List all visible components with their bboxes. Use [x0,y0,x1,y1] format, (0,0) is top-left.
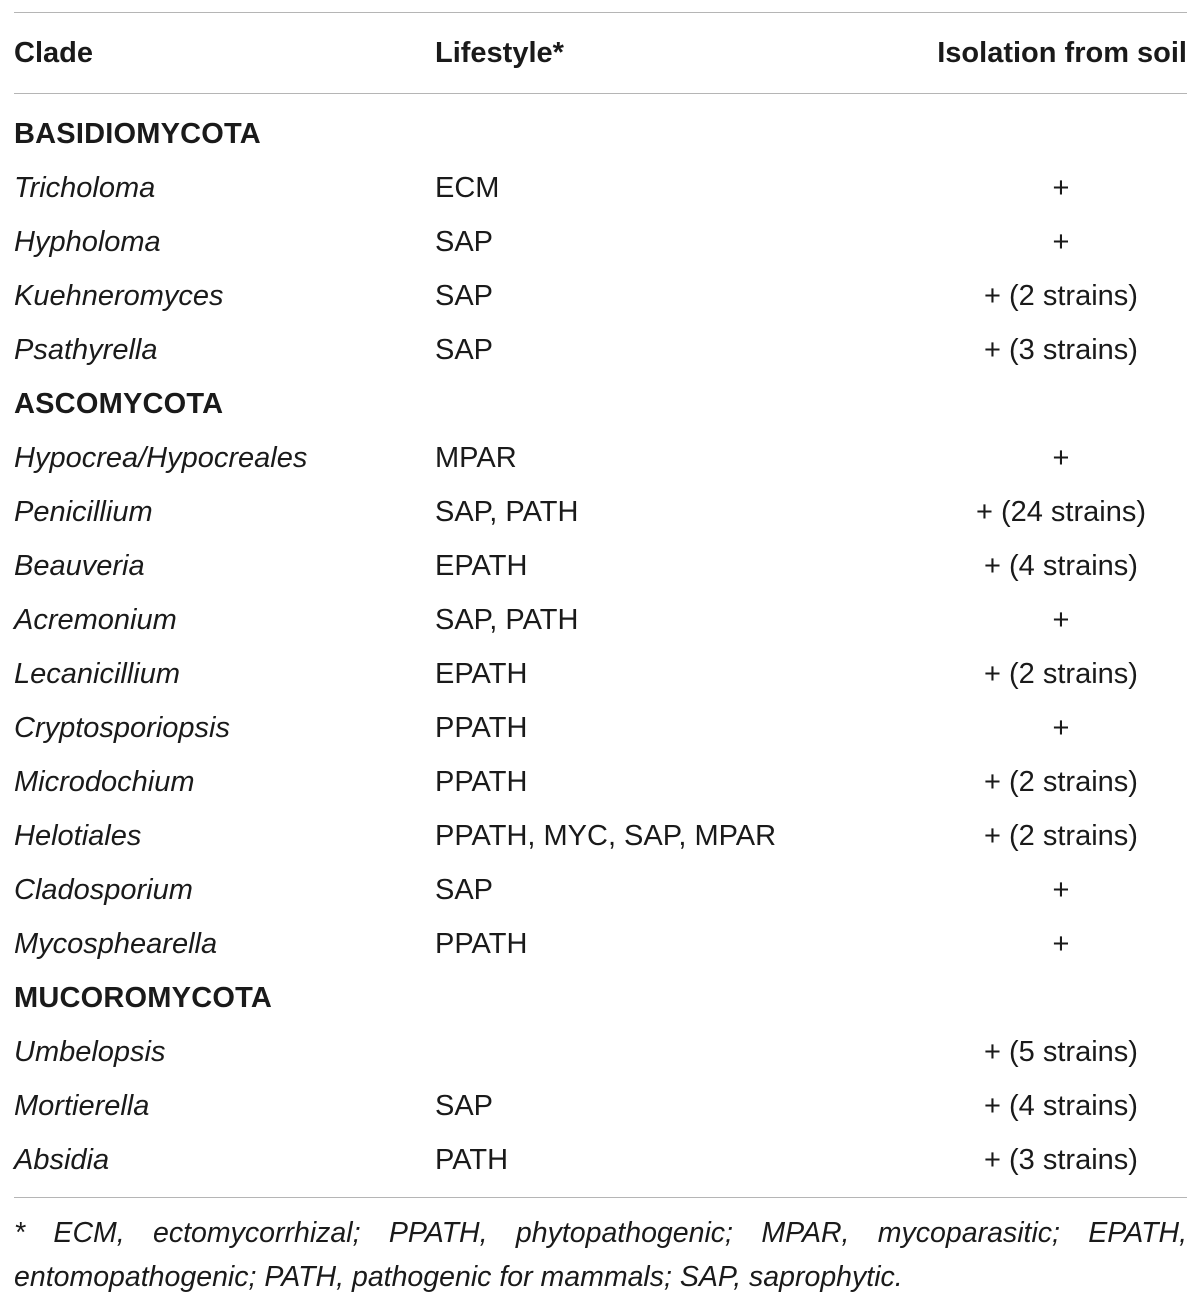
isolation-cell: + [1052,711,1070,744]
genus-name: Cryptosporiopsis [14,711,230,744]
table-row [14,215,1187,269]
genus-name: Umbelopsis [14,1035,166,1068]
isolation-cell: + (5 strains) [984,1035,1138,1068]
header-clade: Clade [14,36,93,69]
table-row [14,431,1187,485]
table-header-row [14,13,1187,93]
header-lifestyle: Lifestyle* [435,36,564,69]
genus-name: Lecanicillium [14,657,181,690]
genus-name: Hypocrea/Hypocreales [14,441,308,474]
genus-name: Microdochium [14,765,195,798]
lifestyle-cell: PPATH [435,711,528,744]
clade-group-name: BASIDIOMYCOTA [14,117,261,150]
lifestyle-cell: EPATH [435,657,528,690]
header-isolation: Isolation from soil [937,36,1187,69]
table-row [14,701,1187,755]
lifestyle-cell: SAP, PATH [435,603,579,636]
table-row [14,539,1187,593]
lifestyle-cell: SAP [435,333,494,366]
lifestyle-cell: SAP [435,225,494,258]
table-footnote: * ECM, ectomycorrhizal; PPATH, phytopathogenic; MPAR, mycoparasitic; EPATH, entomopathogenic; PATH, pathogenic for mammals; SAP, saprophytic. [14,1217,1187,1293]
clade-group-name: ASCOMYCOTA [14,387,224,420]
isolation-cell: + (2 strains) [984,765,1138,798]
lifestyle-cell: ECM [435,171,500,204]
table-group-row [14,971,1187,1025]
table-row [14,809,1187,863]
table-group-row [14,107,1187,161]
lifestyle-cell: SAP [435,873,494,906]
table-row [14,863,1187,917]
table-row [14,917,1187,971]
isolation-cell: + (4 strains) [984,549,1138,582]
isolation-cell: + (2 strains) [984,657,1138,690]
table-row [14,323,1187,377]
table-bottom-rule [14,1197,1187,1198]
table-row [14,755,1187,809]
genus-name: Acremonium [14,603,177,636]
lifestyle-cell: PPATH [435,927,528,960]
lifestyle-cell: MPAR [435,441,517,474]
isolation-cell: + [1052,873,1070,906]
genus-name: Mycosphearella [14,927,218,960]
genus-name: Helotiales [14,819,142,852]
fungal-isolates-table [14,12,1187,1299]
genus-name: Kuehneromyces [14,279,224,312]
table-row [14,269,1187,323]
isolation-cell: + (2 strains) [984,279,1138,312]
genus-name: Penicillium [14,495,153,528]
isolation-cell: + [1052,171,1070,204]
lifestyle-cell: PATH [435,1143,509,1176]
genus-name: Beauveria [14,549,145,582]
genus-name: Tricholoma [14,171,156,204]
table-row [14,647,1187,701]
genus-name: Hypholoma [14,225,161,258]
table-row [14,485,1187,539]
isolation-cell: + [1052,225,1070,258]
table-row [14,161,1187,215]
genus-name: Absidia [14,1143,110,1176]
lifestyle-cell: SAP [435,1089,494,1122]
lifestyle-cell: SAP, PATH [435,495,579,528]
isolation-cell: + (3 strains) [984,333,1138,366]
table-row [14,593,1187,647]
isolation-cell: + [1052,603,1070,636]
isolation-cell: + (4 strains) [984,1089,1138,1122]
table-row [14,1079,1187,1133]
lifestyle-cell: SAP [435,279,494,312]
isolation-cell: + (24 strains) [975,495,1147,528]
lifestyle-cell: PPATH, MYC, SAP, MPAR [435,819,777,852]
table-row [14,1133,1187,1187]
isolation-cell: + [1052,927,1070,960]
table-group-row [14,377,1187,431]
table-row [14,1025,1187,1079]
genus-name: Psathyrella [14,333,158,366]
isolation-cell: + (3 strains) [984,1143,1138,1176]
table-body [14,94,1187,1197]
isolation-cell: + (2 strains) [984,819,1138,852]
lifestyle-cell: EPATH [435,549,528,582]
isolation-cell: + [1052,441,1070,474]
lifestyle-cell: PPATH [435,765,528,798]
genus-name: Mortierella [14,1089,150,1122]
clade-group-name: MUCOROMYCOTA [14,981,273,1014]
genus-name: Cladosporium [14,873,193,906]
